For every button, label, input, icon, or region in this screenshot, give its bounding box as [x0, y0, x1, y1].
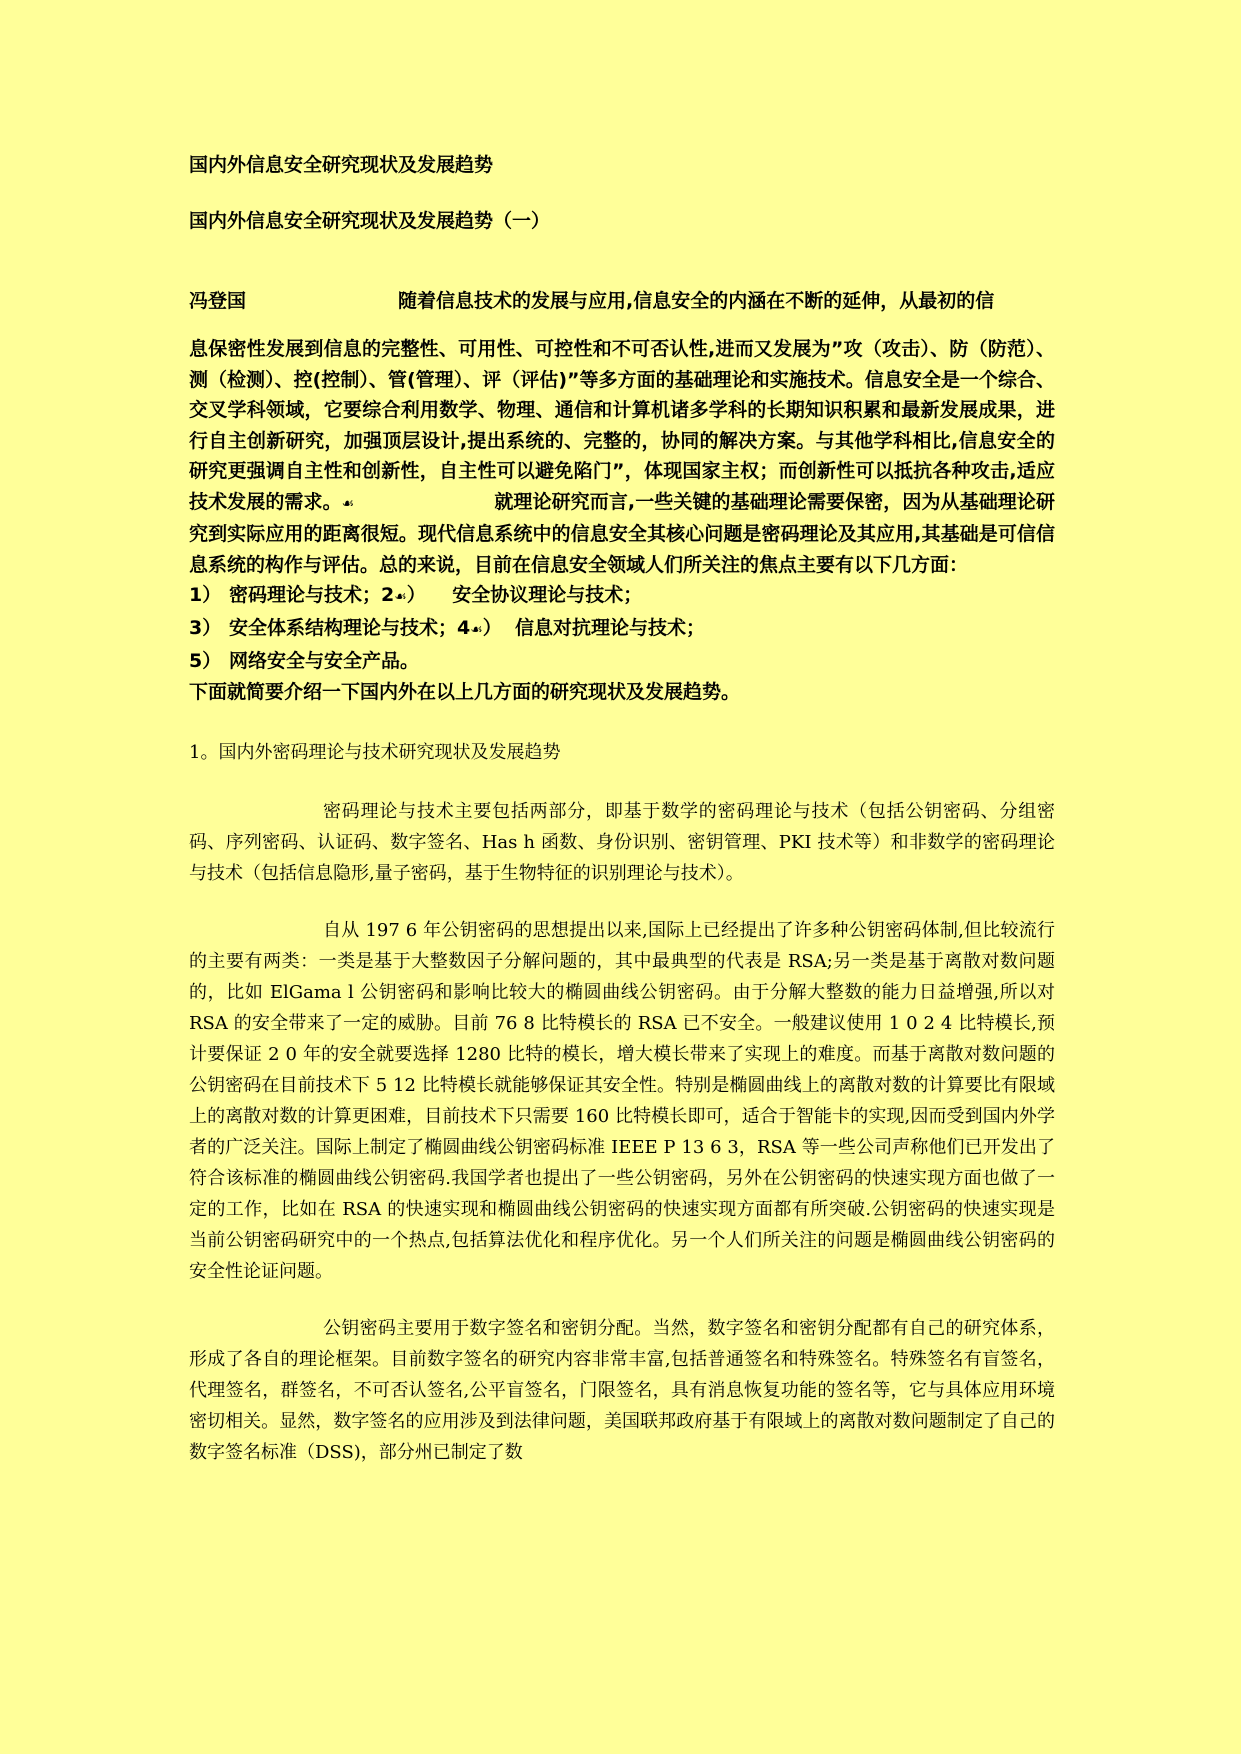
document-page	[189, 152, 1055, 1494]
intro-mark: ☙	[341, 495, 355, 512]
list-text: 信息对抗理论与技术；	[515, 617, 706, 639]
list-item	[189, 613, 1055, 646]
list-tail: ）	[406, 584, 426, 606]
body-paragraph: 公钥密码主要用于数字签名和密钥分配。当然，数字签名和密钥分配都有自己的研究体系，形成了各自的理论框架。目前数字签名的研究内容非常丰富,包括普通签名和特殊签名。特殊签名有盲签名，代理签名，群签名，不可否认签名,公平盲签名，门限签名，具有消息恢复功能的签名等，它与具体应用环境密切相关。显然，数字签名的应用涉及到法律问题，美国联邦政府基于有限域上的离散对数问题制定了自己的数字签名标准（DSS)，部分州已制定了数	[189, 1318, 1055, 1463]
list-text: 安全体系结构理论与技术；4	[229, 617, 471, 639]
intro-body-1: 息保密性发展到信息的完整性、可用性、可控性和不可否认性,进而又发展为”攻（攻击）、防（防范）、测（检测）、控(控制）、管(管理）、评（评估)”等多方面的基础理论和实施技术。信息安全是一个综合、交叉学科领域，它要综合利用数学、物理、通信和计算机诸多学科的长期知识积累和最新发展成果，进行自主创新研究，加强顶层设计,提出系统的、完整的，协同的解决方案。与其他学科相比,信息安全的研究更强调自主性和创新性，自主性可以避免陷门”，体现国家主权；而创新性可以抵抗各种攻击,适应技术发展的需求。	[189, 338, 1055, 513]
document-title: 国内外信息安全研究现状及发展趋势	[189, 154, 494, 176]
section-heading: 1。国内外密码理论与技术研究现状及发展趋势	[189, 742, 561, 763]
list-mark: ☙	[470, 622, 483, 638]
author-line	[189, 286, 1055, 316]
list-text: 安全协议理论与技术；	[452, 584, 643, 606]
list-mark: ☙	[394, 589, 407, 605]
intro-paragraph	[189, 334, 1055, 580]
focus-list	[189, 580, 1055, 677]
list-tail: ）	[482, 617, 502, 639]
list-text: 密码理论与技术；2	[229, 584, 395, 606]
body-paragraph: 密码理论与技术主要包括两部分，即基于数学的密码理论与技术（包括公钥密码、分组密码、序列密码、认证码、数字签名、Has h 函数、身份识别、密钥管理、PKI 技术等）和非数学的密码理论与技术（包括信息隐形,量子密码，基于生物特征的识别理论与技术）。	[189, 801, 1055, 884]
list-number: 1）	[189, 584, 222, 606]
list-text: 网络安全与安全产品。	[229, 650, 420, 672]
list-number: 5）	[189, 650, 222, 672]
author-name: 冯登国	[189, 290, 247, 312]
list-item	[189, 646, 1055, 677]
intro-lead: 随着信息技术的发展与应用,信息安全的内涵在不断的延伸，从最初的信	[398, 290, 995, 312]
list-number: 3）	[189, 617, 222, 639]
document-subtitle: 国内外信息安全研究现状及发展趋势（一）	[189, 210, 551, 232]
body-paragraph: 自从 197 6 年公钥密码的思想提出以来,国际上已经提出了许多种公钥密码体制,但比较流行的主要有两类：一类是基于大整数因子分解问题的，其中最典型的代表是 RSA;另一类是基于离散对数问题的，比如 ElGama l 公钥密码和影响比较大的椭圆曲线公钥密码。由于分解大整数的能力日益增强,所以对 RSA 的安全带来了一定的威胁。目前 76 8 比特模长的 RSA 已不安全。一般建议使用 1 0 2 4 比特模长,预计要保证 2 0 年的安全就要选择 1280 比特的模长，增大模长带来了实现上的难度。而基于离散对数问题的公钥密码在目前技术下 5 12 比特模长就能够保证其安全性。特别是椭圆曲线上的离散对数的计算要比有限域上的离散对数的计算更困难，目前技术下只需要 160 比特模长即可，适合于智能卡的实现,因而受到国内外学者的广泛关注。国际上制定了椭圆曲线公钥密码标准 IEEE P 13 6 3，RSA 等一些公司声称他们已开发出了符合该标准的椭圆曲线公钥密码.我国学者也提出了一些公钥密码，另外在公钥密码的快速实现方面也做了一定的工作，比如在 RSA 的快速实现和椭圆曲线公钥密码的快速实现方面都有所突破.公钥密码的快速实现是当前公钥密码研究中的一个热点,包括算法优化和程序优化。另一个人们所关注的问题是椭圆曲线公钥密码的安全性论证问题。	[189, 920, 1055, 1282]
list-item	[189, 580, 1055, 613]
closing-sentence: 下面就简要介绍一下国内外在以上几方面的研究现状及发展趋势。	[189, 681, 741, 703]
intro-body-2: 就理论研究而言,一些关键的基础理论需要保密，因为从基础理论研究到实际应用的距离很短。现代信息系统中的信息安全其核心问题是密码理论及其应用,其基础是可信信息系统的构作与评估。总的来说，目前在信息安全领域人们所关注的焦点主要有以下几方面：	[189, 490, 1055, 576]
